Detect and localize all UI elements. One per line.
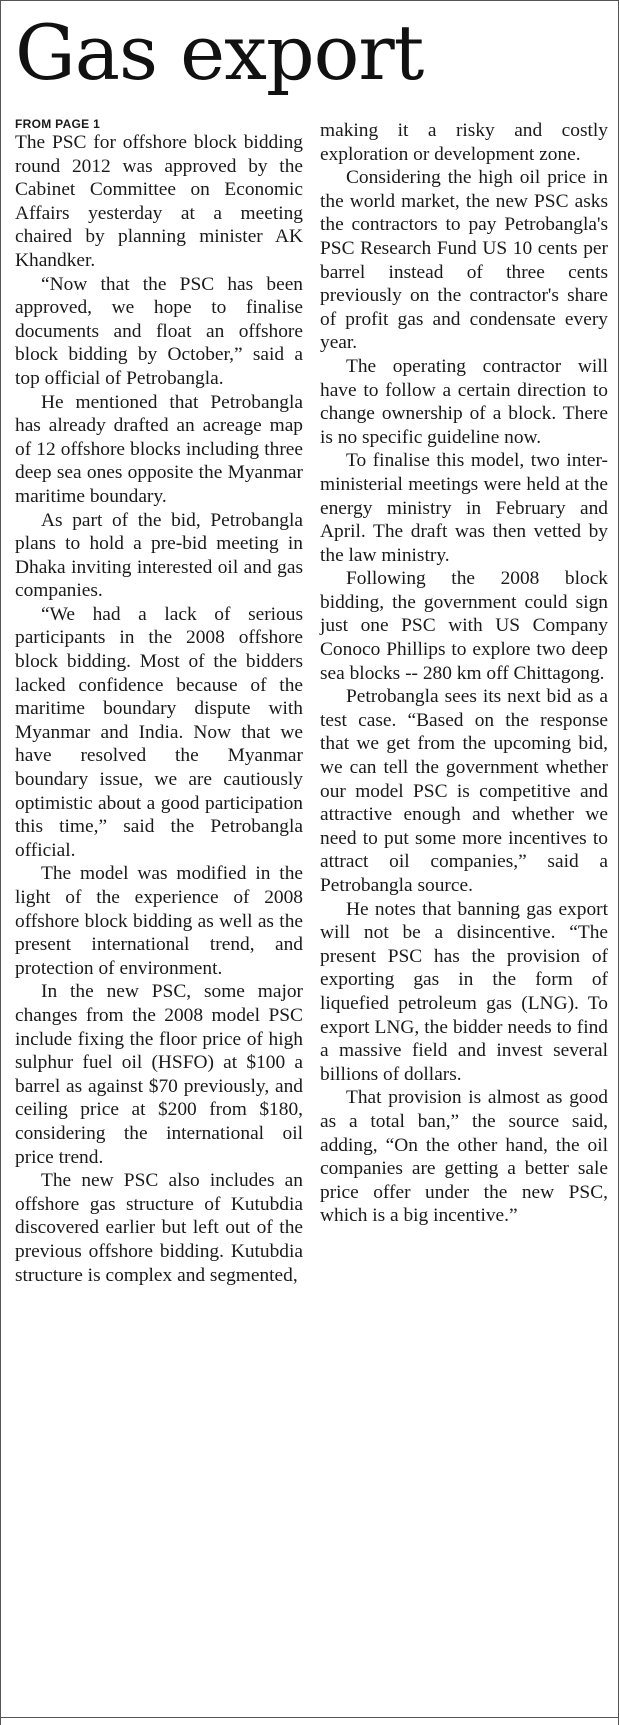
- paragraph: Petrobangla sees its next bid as a test case. “Based on the response that we get from the upcoming bid, we can tell the government whether our model PSC is competitive and attractive enough and whether we need to put some more incentives to attract oil companies,” said a Petrobangla source.: [320, 686, 608, 896]
- paragraph: “We had a lack of serious participants in the 2008 offshore block bidding. Most of the bidders lacked confidence because of the maritime boundary dispute with Myanmar and India. Now that we have resolved the Myanmar boundary issue, we are cautiously optimistic about a good participation this time,” said the Petrobangla official.: [15, 603, 303, 861]
- paragraph: “Now that the PSC has been approved, we hope to finalise documents and float an offshore block bidding by October,” said a top official of Petrobangla.: [15, 273, 303, 389]
- paragraph: As part of the bid, Petrobangla plans to hold a pre-bid meeting in Dhaka inviting interested oil and gas companies.: [15, 509, 303, 602]
- paragraph: The PSC for offshore block bidding round 2012 was approved by the Cabinet Committee on Economic Affairs yesterday at a meeting chaired by planning minister AK Khandker.: [15, 132, 303, 271]
- kicker-label: FROM PAGE 1: [15, 117, 101, 131]
- paragraph: That provision is almost as good as a total ban,” the source said, adding, “On the other hand, the oil companies are getting a better sale price offer under the new PSC, which is a big incentive.”: [320, 1087, 608, 1227]
- paragraph: He mentioned that Petrobangla has already drafted an acreage map of 12 offshore blocks including three deep sea ones opposite the Myanmar maritime boundary.: [15, 391, 303, 507]
- paragraph: Following the 2008 block bidding, the government could sign just one PSC with US Company Conoco Phillips to explore two deep sea blocks -- 280 km off Chittagong.: [320, 568, 608, 684]
- headline: Gas export: [15, 8, 424, 97]
- bottom-rule: [1, 1717, 619, 1718]
- paragraph: He notes that banning gas export will not be a disincentive. “The present PSC has the provision of exporting gas in the form of liquefied petroleum gas (LNG). To export LNG, the bidder needs to find a massive field and invest several billions of dollars.: [320, 898, 608, 1085]
- paragraph: In the new PSC, some major changes from the 2008 model PSC include fixing the floor price of high sulphur fuel oil (HSFO) at $100 a barrel as against $70 previously, and ceiling price at $200 from $180, considering the international oil price trend.: [15, 981, 303, 1168]
- paragraph: The operating contractor will have to follow a certain direction to change ownership of a block. There is no specific guideline now.: [320, 355, 608, 448]
- paragraph: The new PSC also includes an offshore gas structure of Kutubdia discovered earlier but left out of the previous offshore bidding. Kutubdia structure is complex and segmented,: [15, 1170, 303, 1286]
- article-column-right: [320, 119, 608, 1228]
- article-column-left: [15, 117, 303, 1287]
- paragraph: The model was modified in the light of the experience of 2008 offshore block bidding as well as the present international trend, and protection of environment.: [15, 863, 303, 979]
- paragraph: Considering the high oil price in the world market, the new PSC asks the contractors to pay Petrobangla's PSC Research Fund US 10 cents per barrel instead of three cents previously on the contractor's share of profit gas and condensate every year.: [320, 167, 608, 354]
- paragraph: To finalise this model, two inter-ministerial meetings were held at the energy ministry in February and April. The draft was then vetted by the law ministry.: [320, 450, 608, 566]
- paragraph-continuation: making it a risky and costly exploration or development zone.: [320, 120, 608, 165]
